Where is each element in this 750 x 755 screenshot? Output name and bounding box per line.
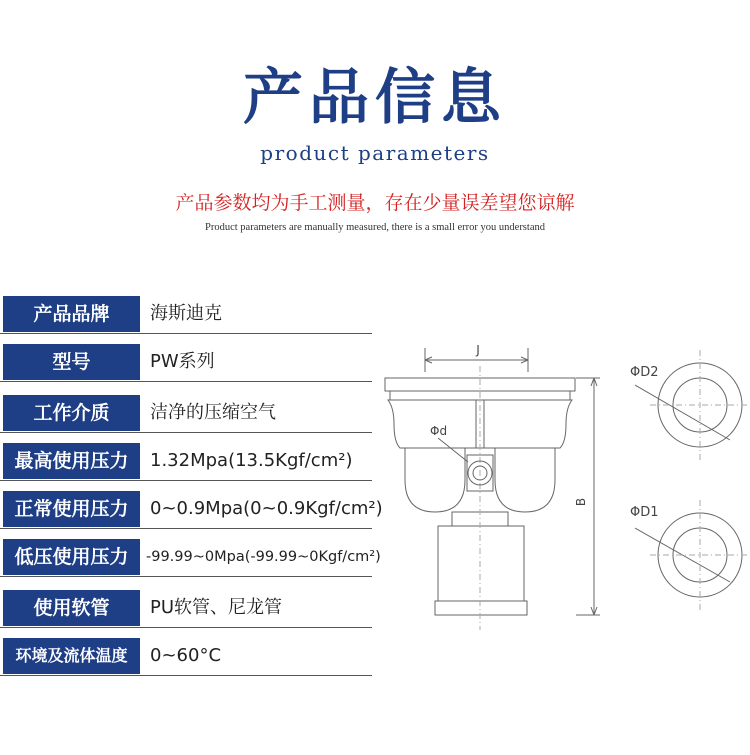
spec-value: PU软管、尼龙管 [150,597,283,618]
spec-value: 1.32Mpa(13.5Kgf/cm²) [150,450,353,471]
measurement-notice-cn: 产品参数均为手工测量，存在少量误差望您谅解 [175,192,575,214]
dimension-phid-label: Φd [430,424,448,438]
spec-label: 型号 [3,344,140,380]
spec-label: 环境及流体温度 [3,638,140,674]
spec-row-tube [0,590,372,626]
page-subtitle: product parameters [260,141,490,165]
spec-label: 产品品牌 [3,296,140,332]
divider [0,432,372,433]
spec-row-brand [0,296,372,332]
spec-row-normal-pressure [0,491,383,527]
dimension-phid1-label: ΦD1 [630,505,659,520]
dimension-b-label: B [574,497,588,507]
page-title: 产品信息 [243,63,507,133]
spec-row-temperature [0,638,372,674]
spec-row-model [0,344,372,380]
spec-row-low-pressure [0,539,381,575]
spec-value: 洁净的压缩空气 [150,402,276,423]
spec-label: 使用软管 [3,590,140,626]
spec-row-medium [0,395,372,431]
divider [0,528,372,529]
divider [0,627,372,628]
divider [0,333,372,334]
fitting-technical-drawing [380,330,750,640]
spec-value: PW系列 [150,351,215,372]
measurement-notice-en: Product parameters are manually measured, there is a small error you understand [205,222,545,233]
dimension-phid2-label: ΦD2 [630,365,659,380]
divider [0,576,372,577]
divider [0,480,372,481]
dimension-j-label: J [476,343,480,357]
spec-label: 工作介质 [3,395,140,431]
spec-value: 0~60°C [150,645,222,666]
spec-value: -99.99~0Mpa(-99.99~0Kgf/cm²) [146,549,381,565]
spec-value: 0~0.9Mpa(0~0.9Kgf/cm²) [150,498,383,519]
divider [0,381,372,382]
spec-label: 正常使用压力 [3,491,140,527]
spec-label: 最高使用压力 [3,443,140,479]
spec-value: 海斯迪克 [150,303,222,324]
divider [0,675,372,676]
spec-row-max-pressure [0,443,372,479]
spec-label: 低压使用压力 [3,539,140,575]
